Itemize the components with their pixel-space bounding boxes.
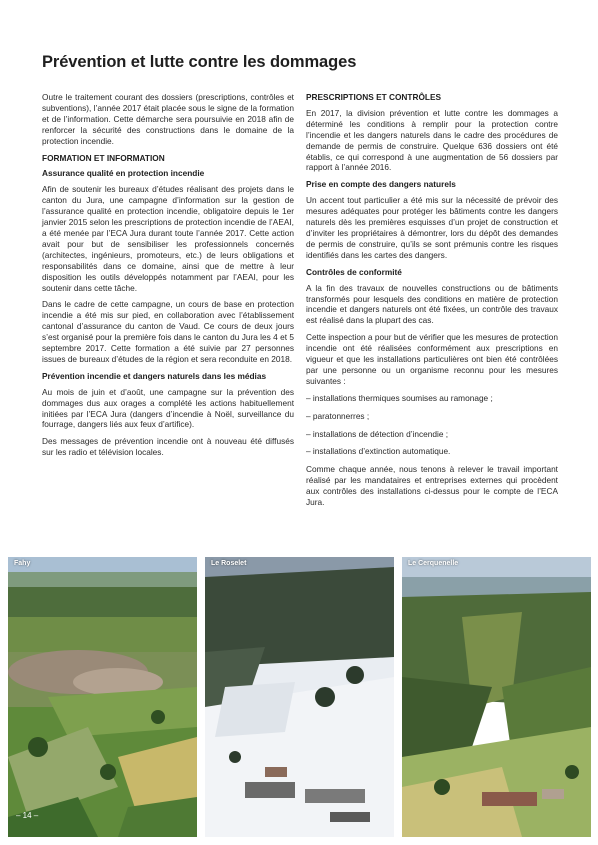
paragraph: Afin de soutenir les bureaux d’études réalisant des projets dans le canton du Jura, une campagne d’information sur la gestion de l’assurance qualité en protection incendie, obligatoire depuis le 1er janvier 2015 selon les prescriptions de protection incendie de l’AEAI, a été menée par l’ECA Jura durant toute l’année 2017. Cette action avait pour but de sensibiliser les professionnels concernés (architectes, ingénieurs, promoteurs, etc.) de leurs obligations et responsabilités dans ce domaine, ainsi que de mettre à leur disposition les outils développés notamment par l’AEAI, pour les soutenir dans cette tâche. [42,184,294,293]
aerial-photo-le-roselet [205,557,394,837]
paragraph: Des messages de prévention incendie ont à nouveau été diffusés sur les radio et télévision locales. [42,436,294,458]
photo-le-cerquenelle [402,557,591,837]
intro-paragraph: Outre le traitement courant des dossiers (prescriptions, contrôles et subventions), l’année 2017 était placée sous le signe de la formation et de l’information. Cette démarche sera poursuivie en 2018 afin de renforcer la sécurité des constructions dans le domaine de la protection incendie. [42,92,294,146]
inspection-list [306,393,558,458]
photo-label: Le Cerquenelle [408,560,459,567]
left-column [42,92,294,464]
subheading-assurance-qualite: Assurance qualité en protection incendie [42,168,205,179]
paragraph: En 2017, la division prévention et lutte contre les dommages a déterminé les conditions à remplir pour la protection contre l’incendie et les dangers naturels dans le cadre des procédures de demande de permis de construire. Quelque 636 dossiers ont été établis, ce qui correspond à une augmentation de 56 dossiers par rapport à l’année 2016. [306,107,558,173]
closing-paragraph: Comme chaque année, nous tenons à relever le travail important réalisé par les mandataires et entreprises externes qui procèdent aux contrôles des installations ci-dessus pour le compte de l’ECA Jura. [306,464,558,508]
photo-le-roselet [205,557,394,837]
subheading-controles: Contrôles de conformité [306,266,402,277]
section-heading-formation: FORMATION ET INFORMATION [42,152,165,163]
subheading-dangers-naturels: Prise en compte des dangers naturels [306,179,456,190]
aerial-photo-le-cerquenelle [402,557,591,837]
page-number: – 14 – [16,811,39,820]
list-item: – installations de détection d’incendie ; [306,429,558,440]
right-column [306,92,558,514]
paragraph: Dans le cadre de cette campagne, un cours de base en protection incendie a été mis sur pied, en collaboration avec l’établissement cantonal d’assurance du canton de Vaud. Ce cours de deux jours s’est organisé pour la première fois dans le canton du Jura les 4 et 5 septembre 2017. Cette formation a été suivie par 27 personnes issues de bureaux d’études de la région et sera reconduite en 2018. [42,299,294,364]
paragraph: Cette inspection a pour but de vérifier que les mesures de protection incendie ont été réalisées conformément aux prescriptions en vigueur et que les installations particulières ont bien été contrôlées par une personne ou un organisme reconnu pour les mesures suivantes : [306,332,558,386]
paragraph: Au mois de juin et d’août, une campagne sur la prévention des dommages dus aux orages a complété les actions habituellement initiées par l’ECA Jura (dangers d’incendie à Noël, surveillance du fourrage, dangers liés aux feux d’artifice). [42,386,294,430]
photo-fahy [8,557,197,837]
page-title: Prévention et lutte contre les dommages [42,53,357,71]
photo-label: Fahy [14,560,31,567]
paragraph: Un accent tout particulier a été mis sur la nécessité de prévoir des mesures adéquates pour protéger les bâtiments contre les dangers naturels dès les premières esquisses d’un projet de construction et d’inviter les propriétaires à démontrer, lors du dépôt des demandes de permis de construire, qu’ils se sont prémunis contre les risques identifiés dans les cartes des dangers. [306,195,558,260]
section-heading-prescriptions: PRESCRIPTIONS ET CONTRÔLES [306,92,442,102]
list-item: – paratonnerres ; [306,411,558,422]
photo-label: Le Roselet [211,560,247,567]
list-item: – installations thermiques soumises au ramonage ; [306,393,558,404]
subheading-medias: Prévention incendie et dangers naturels dans les médias [42,370,267,381]
aerial-photo-fahy [8,557,197,837]
list-item: – installations d’extinction automatique. [306,446,558,457]
paragraph: A la fin des travaux de nouvelles constructions ou de bâtiments transformés pour lesquels des conditions en matière de protection incendie et dangers naturels ont été fixées, un contrôle des travaux est réalisé dans la plupart des cas. [306,282,558,326]
